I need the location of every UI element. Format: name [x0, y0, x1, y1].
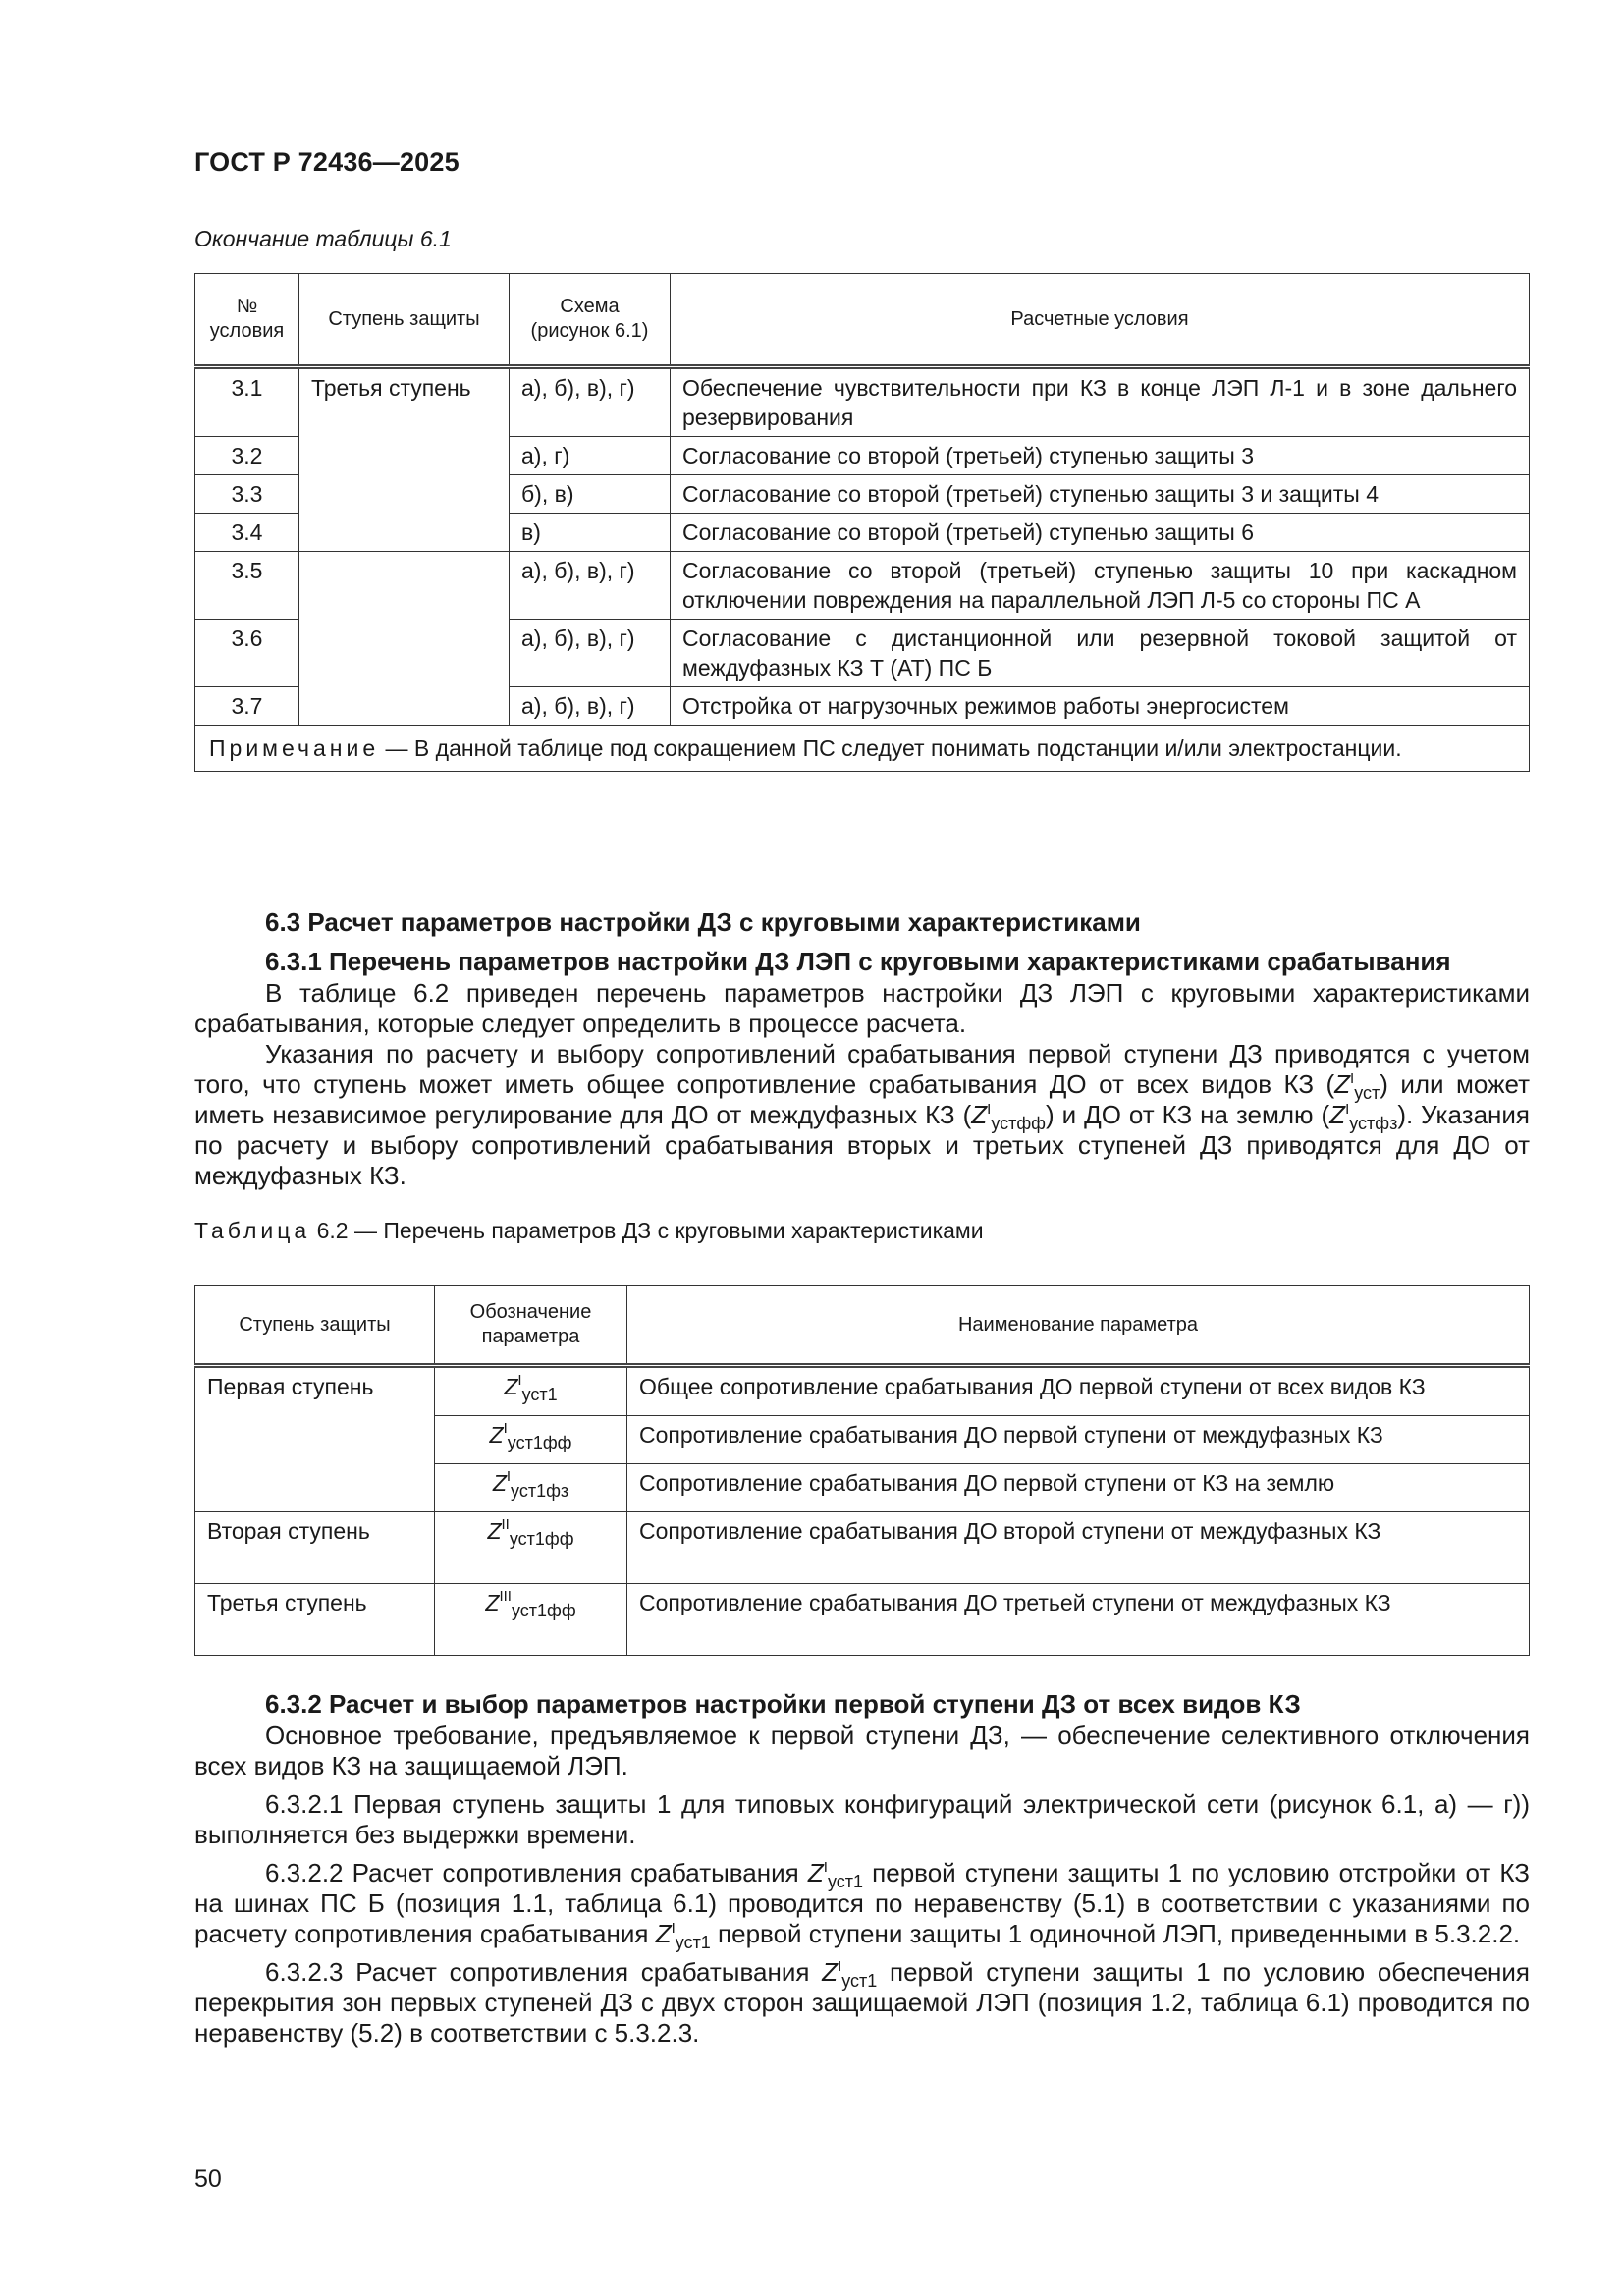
- parameter-symbol: $Z^{III}_{уст1фф}$: [435, 1584, 627, 1656]
- scheme: а), б), в), г): [510, 620, 671, 687]
- protection-stage: Третья ступень: [299, 367, 510, 552]
- parameter-name: Сопротивление срабатывания ДО первой ступени от КЗ на землю: [627, 1464, 1530, 1512]
- condition-number: 3.3: [195, 475, 299, 514]
- condition-text: Обеспечение чувствительности при КЗ в конце ЛЭП Л-1 и в зоне дальнего резервирования: [671, 367, 1530, 437]
- heading-6-3: 6.3 Расчет параметров настройки ДЗ с круговыми характеристиками: [265, 907, 1141, 937]
- table-row: [195, 367, 1530, 437]
- condition-number: 3.2: [195, 437, 299, 475]
- table-note: [195, 726, 1530, 772]
- condition-text: Согласование со второй (третьей) ступенью защиты 6: [671, 514, 1530, 552]
- parameter-name: Сопротивление срабатывания ДО второй ступени от междуфазных КЗ: [627, 1512, 1530, 1584]
- protection-stage: Третья ступень: [195, 1584, 435, 1656]
- scheme: в): [510, 514, 671, 552]
- parameter-symbol: $Z^{II}_{уст1фф}$: [435, 1512, 627, 1584]
- protection-stage: Вторая ступень: [195, 1512, 435, 1584]
- condition-number: 3.5: [195, 552, 299, 620]
- scheme: а), б), в), г): [510, 367, 671, 437]
- parameter-name: Общее сопротивление срабатывания ДО первой ступени от всех видов КЗ: [627, 1366, 1530, 1416]
- table-row: [195, 1512, 1530, 1584]
- parameter-symbol: $Z^I_{уст1}$: [435, 1366, 627, 1416]
- table-row: [195, 1584, 1530, 1656]
- heading-6-3-1: 6.3.1 Перечень параметров настройки ДЗ ЛЭП с круговыми характеристиками срабатывания: [265, 947, 1451, 976]
- table-row: [195, 552, 1530, 620]
- parameter-symbol: $Z^I_{уст1фз}$: [435, 1464, 627, 1512]
- protection-stage-empty: [299, 552, 510, 726]
- section-6-3-2: [194, 1687, 1530, 2049]
- header-protection-stage: Ступень защиты: [299, 274, 510, 367]
- paragraph: 6.3.2.1 Первая ступень защиты 1 для типовых конфигураций электрической сети (рисунок 6.1, а) — г)) выполняется без выдержки времени.: [194, 1789, 1530, 1849]
- paragraph: В таблице 6.2 приведен перечень параметров настройки ДЗ ЛЭП с круговыми характеристиками срабатывания, которые следует определить в процессе расчета.: [194, 978, 1530, 1038]
- condition-number: 3.6: [195, 620, 299, 687]
- heading-6-3-2: 6.3.2 Расчет и выбор параметров настройки первой ступени ДЗ от всех видов КЗ: [265, 1689, 1301, 1719]
- page-number: 50: [194, 2165, 222, 2193]
- document-code: ГОСТ Р 72436—2025: [194, 147, 460, 177]
- parameter-symbol: $Z^I_{уст1фф}$: [435, 1416, 627, 1464]
- scheme: б), в): [510, 475, 671, 514]
- header-parameter-name: Наименование параметра: [627, 1286, 1530, 1366]
- header-condition-number: № условия: [195, 274, 299, 367]
- table-row: [195, 1366, 1530, 1416]
- note-text: — В данной таблице под сокращением ПС следует понимать подстанции и/или электростанции.: [379, 736, 1402, 761]
- paragraph: Указания по расчету и выбору сопротивлений срабатывания первой ступени ДЗ приводятся с учетом того, что ступень может иметь общее сопротивление срабатывания ДО от всех видов КЗ $(Z^I_{уст})$ или может иметь независимое регулирование для ДО от междуфазных КЗ $(Z^I_{устфф})$ и ДО от КЗ на землю $(Z^I_{устфз})$. Указания по расчету и выбору сопротивлений срабатывания вторых и третьих ступеней ДЗ приводятся для ДО от междуфазных КЗ.: [194, 1039, 1530, 1190]
- table-6-2: [194, 1285, 1530, 1656]
- scheme: а), б), в), г): [510, 687, 671, 726]
- table-6-2-caption: Таблица 6.2 — Перечень параметров ДЗ с круговыми характеристиками: [194, 1218, 984, 1243]
- condition-text: Согласование со второй (третьей) ступенью защиты 10 при каскадном отключении повреждения на параллельной ЛЭП Л-5 со стороны ПС А: [671, 552, 1530, 620]
- header-scheme: Схема (рисунок 6.1): [510, 274, 671, 367]
- table-6-1: [194, 273, 1530, 772]
- parameter-name: Сопротивление срабатывания ДО первой ступени от междуфазных КЗ: [627, 1416, 1530, 1464]
- table-header-row: [195, 274, 1530, 367]
- header-protection-stage: Ступень защиты: [195, 1286, 435, 1366]
- protection-stage: Первая ступень: [195, 1366, 435, 1512]
- condition-text: Согласование с дистанционной или резервной токовой защитой от междуфазных КЗ Т (АТ) ПС Б: [671, 620, 1530, 687]
- section-6-3: [194, 905, 1530, 1191]
- condition-text: Отстройка от нагрузочных режимов работы энергосистем: [671, 687, 1530, 726]
- table-note-row: [195, 726, 1530, 772]
- parameter-name: Сопротивление срабатывания ДО третьей ступени от междуфазных КЗ: [627, 1584, 1530, 1656]
- table-6-1-continuation-caption: Окончание таблицы 6.1: [194, 226, 452, 251]
- header-parameter-symbol: Обозначение параметра: [435, 1286, 627, 1366]
- paragraph: Основное требование, предъявляемое к первой ступени ДЗ, — обеспечение селективного отключения всех видов КЗ на защищаемой ЛЭП.: [194, 1721, 1530, 1780]
- paragraph: 6.3.2.2 Расчет сопротивления срабатывания $Z^I_{уст1}$ первой ступени защиты 1 по условию отстройки от КЗ на шинах ПС Б (позиция 1.1, таблица 6.1) проводится по неравенству (5.1) в соответствии с указаниями по расчету сопротивления срабатывания $Z^I_{уст1}$ первой ступени защиты 1 одиночной ЛЭП, приведенными в 5.3.2.2.: [194, 1858, 1530, 1952]
- condition-number: 3.4: [195, 514, 299, 552]
- table-header-row: [195, 1286, 1530, 1366]
- condition-number: 3.1: [195, 367, 299, 437]
- paragraph: 6.3.2.3 Расчет сопротивления срабатывания $Z^I_{уст1}$ первой ступени защиты 1 по условию обеспечения перекрытия зон первых ступеней ДЗ с двух сторон защищаемой ЛЭП (позиция 1.2, таблица 6.1) проводится по неравенству (5.2) в соответствии с 5.3.2.3.: [194, 1957, 1530, 2048]
- condition-text: Согласование со второй (третьей) ступенью защиты 3: [671, 437, 1530, 475]
- condition-text: Согласование со второй (третьей) ступенью защиты 3 и защиты 4: [671, 475, 1530, 514]
- scheme: а), б), в), г): [510, 552, 671, 620]
- scheme: а), г): [510, 437, 671, 475]
- header-calculation-conditions: Расчетные условия: [671, 274, 1530, 367]
- note-label: Примечание: [209, 736, 380, 761]
- condition-number: 3.7: [195, 687, 299, 726]
